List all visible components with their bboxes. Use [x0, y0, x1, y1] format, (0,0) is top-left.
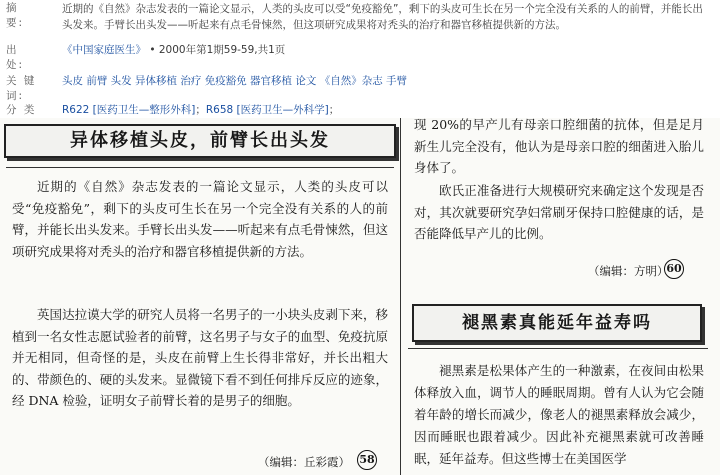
article-headline: 褪黑素真能延年益寿吗: [412, 304, 702, 342]
article-hair-transplant: [0, 118, 400, 475]
article-melatonin: [408, 290, 720, 475]
abstract-text: 近期的《自然》杂志发表的一篇论文显示，人类的头皮可以受“免疫豁免”，剩下的头皮可生长在另一个完全没有关系的人的前臂，并能长出头发来。手臂长出头发——听起来有点毛骨悚然，但这项研究成果将对秃头的治疗和器官移植提供新的方法。: [62, 3, 703, 31]
article-headline: 异体移植头皮，前臂长出头发: [4, 124, 396, 158]
page-number: 60: [664, 259, 684, 279]
article-paragraph-2: 英国达拉谟大学的研究人员将一名男子的一小块头皮剥下来，移植到一名女性志愿试验者的前臂，这名男子与女子的血型、免疫抗原并无相同，但奇怪的是，头皮在前臂上生长得非常好，并长出粗大的、带颜色的、硬的头发来。显微镜下看不到任何排斥反应的迹象，经 DNA 检验，证明女子前臂长着的是男子的细胞。: [12, 307, 388, 408]
source-journal-link[interactable]: 《中国家庭医生》: [62, 44, 146, 56]
keywords-links[interactable]: 头皮 前臂 头发 异体移植 治疗 免疫豁免 器官移植 论文 《自然》杂志 手臂: [62, 75, 408, 87]
classification-end: ；: [328, 104, 340, 116]
scanned-article-page: [0, 118, 720, 475]
source-detail: • 2000年第1期59-59,共1页: [146, 44, 286, 56]
classification-link-r622[interactable]: R622 [医药卫生—整形外科]: [62, 104, 196, 116]
classification-label: 分 类: [6, 104, 37, 116]
column-divider: [400, 118, 401, 475]
keywords-label: 关 键 词:: [6, 75, 37, 102]
editor-credit: （编辑：方明）: [588, 264, 669, 278]
divider: [6, 167, 394, 168]
article-paragraph-1: 近期的《自然》杂志发表的一篇论文显示，人类的头皮可以受“免疫豁免”，剩下的头皮可生长在另一个完全没有关系的人的前臂，并能长出头发来。手臂长出头发——听起来有点毛骨悚然，但这项研究成果将对秃头的治疗和器官移植提供新的方法。: [12, 179, 388, 259]
classification-link-r658[interactable]: R658 [医药卫生—外科学]: [205, 104, 329, 116]
editor-credit: （编辑：丘彩霞）: [258, 455, 350, 469]
abstract-label: 摘 要:: [6, 2, 31, 29]
classification-separator: ；: [195, 104, 206, 116]
article-paragraph-1: 褪黑素是松果体产生的一种激素，在夜间由松果体释放入血，调节人的睡眠周期。曾有人认为它会随着年龄的增长而减少，像老人的褪黑素释放会减少，因而睡眠也跟着减少。因此补充褪黑素就可改善睡眠，延年益寿。但这些博士在美国医学: [414, 363, 704, 466]
continued-paragraph-2: 欧氏正准备进行大规模研究来确定这个发现是否对，其次就要研究孕妇常刷牙保持口腔健康的话，是否能降低早产儿的比例。: [414, 183, 704, 241]
source-label: 出 处:: [6, 44, 31, 71]
divider: [408, 348, 708, 349]
article-metadata: [0, 0, 720, 118]
continued-paragraph-1: 现 20%的早产儿有母亲口腔细菌的抗体，但是足月新生儿完全没有，他认为是母亲口腔的细菌进入胎儿身体了。: [414, 118, 704, 175]
page-number: 58: [357, 450, 377, 470]
